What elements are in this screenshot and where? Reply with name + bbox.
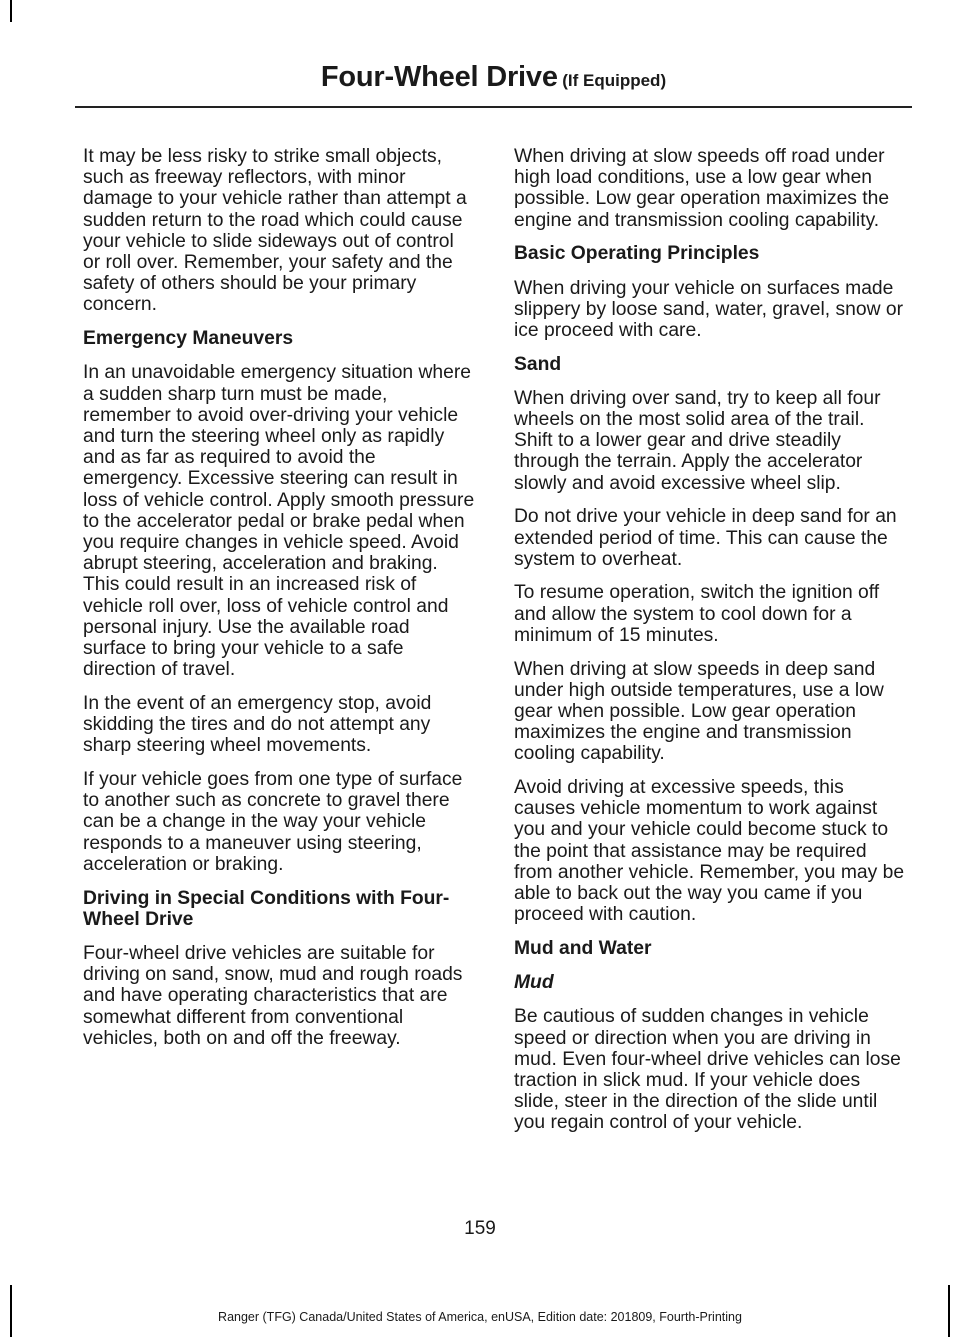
page-number: 159: [464, 1218, 496, 1239]
body-paragraph: To resume operation, switch the ignition off and allow the system to cool down for a minimum of 15 minutes.: [514, 582, 880, 646]
body-paragraph: Four-wheel drive vehicles are suitable for driving on sand, snow, mud and rough roads and have operating characteristics that are somewhat different from conventional vehicles, both on and off the freeway.: [83, 942, 463, 1049]
body-paragraph: Avoid driving at excessive speeds, this causes vehicle momentum to work against you and your vehicle could become stuck to the point that assistance may be required from another vehicle. Remember, you may be able to back out the way you came if you proceed with caution.: [514, 777, 905, 926]
crop-mark-top-left: [10, 0, 12, 22]
body-paragraph: If your vehicle goes from one type of surface to another such as concrete to gravel there can be a change in the way your vehicle responds to a maneuver using steering, acceleration or braking.: [83, 768, 463, 875]
page-footer: Ranger (TFG) Canada/United States of America, enUSA, Edition date: 201809, Fourth-Printing: [218, 1310, 742, 1324]
page-title-qualifier: (If Equipped): [562, 71, 667, 90]
section-heading: Basic Operating Principles: [514, 243, 760, 265]
section-heading: Driving in Special Conditions with Four-Wheel Drive: [83, 887, 450, 930]
right-column: [514, 146, 906, 1146]
body-paragraph: When driving at slow speeds in deep sand under high outside temperatures, use a low gear when possible. Low gear operation maximizes the engine and transmission cooling capability.: [514, 658, 884, 765]
section-heading: Emergency Maneuvers: [83, 328, 294, 350]
section-heading: Mud: [514, 972, 554, 994]
body-paragraph: When driving your vehicle on surfaces made slippery by loose sand, water, gravel, snow or ice proceed with care.: [514, 277, 904, 341]
page-title: Four-Wheel Drive: [320, 61, 558, 93]
body-paragraph: When driving at slow speeds off road under high load conditions, use a low gear when possible. Low gear operation maximizes the engine and transmission cooling capability.: [514, 146, 890, 231]
page-header: [75, 52, 912, 108]
body-paragraph: In an unavoidable emergency situation where a sudden sharp turn must be made, remember to avoid over-driving your vehicle and turn the steering wheel only as rapidly and as far as required to avoid the emergency. Excessive steering can result in loss of vehicle control. Apply smooth pressure to the accelerator pedal or brake pedal when you require changes in vehicle speed. Avoid abrupt steering, acceleration and braking. This could result in an increased risk of vehicle roll over, loss of vehicle control and personal injury. Use the available road surface to bring your vehicle to a safe direction of travel.: [83, 362, 475, 681]
section-heading: Sand: [514, 353, 562, 375]
section-heading: Mud and Water: [514, 938, 652, 959]
body-paragraph: When driving over sand, try to keep all four wheels on the most solid area of the trail. Shift to a lower gear and drive steadily through the terrain. Apply the accelerator slowly and avoid excessive wheel slip.: [514, 387, 881, 494]
body-paragraph: It may be less risky to strike small objects, such as freeway reflectors, with minor damage to your vehicle rather than attempt a sudden return to the road which could cause your vehicle to slide sideways out of control or roll over. Remember, your safety and the safety of others should be your primary concern.: [83, 146, 467, 316]
left-column: [83, 146, 475, 1061]
body-paragraph: In the event of an emergency stop, avoid skidding the tires and do not attempt any sharp steering wheel movements.: [83, 692, 432, 757]
body-paragraph: Be cautious of sudden changes in vehicle speed or direction when you are driving in mud. Even four-wheel drive vehicles can lose traction in slick mud. If your vehicle does slide, steer in the direction of the slide until you regain control of your vehicle.: [514, 1006, 901, 1134]
body-paragraph: Do not drive your vehicle in deep sand for an extended period of time. This can cause the system to overheat.: [514, 506, 897, 570]
